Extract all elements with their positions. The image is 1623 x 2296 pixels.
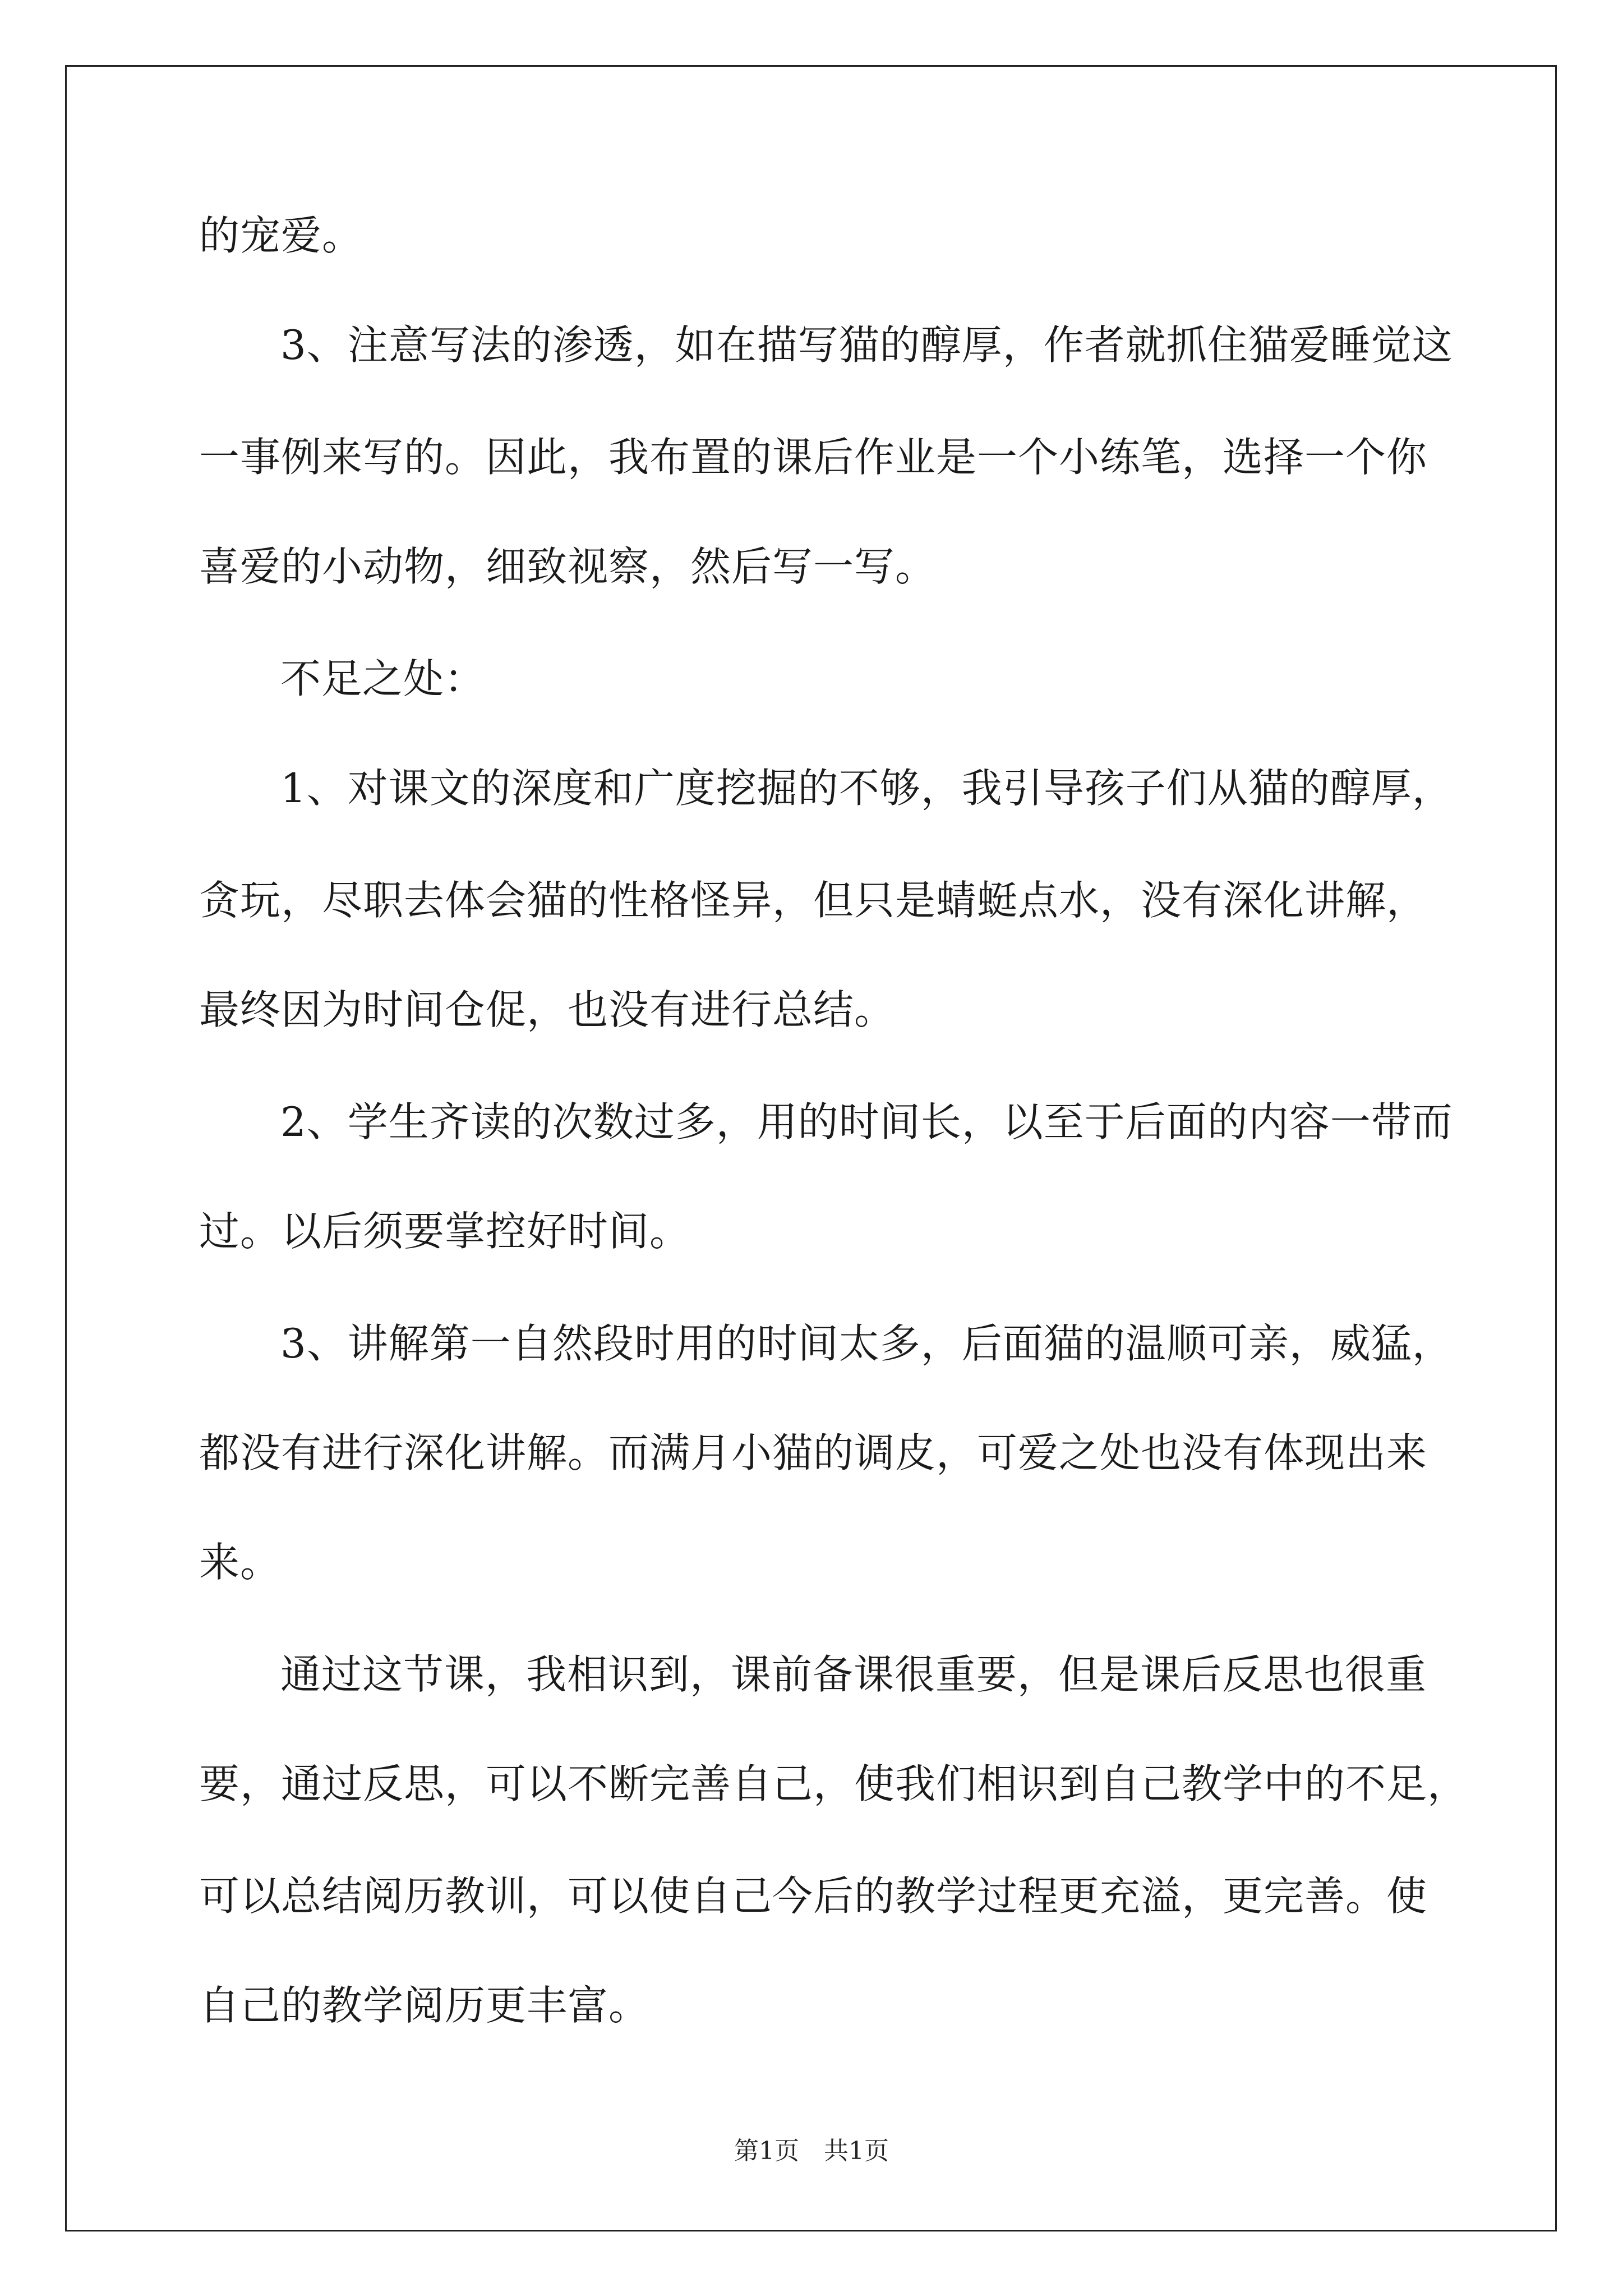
text-line: 都没有进行深化讲解。而满月小猫的调皮，可爱之处也没有体现出来 (199, 1429, 1428, 1476)
text-line: 要，通过反思，可以不断完善自己，使我们相识到自己教学中的不足， (199, 1760, 1469, 1807)
text-line: 的宠爱。 (199, 212, 363, 259)
text-line: 可以总结阅历教训，可以使自己今后的教学过程更充溢，更完善。使 (199, 1872, 1428, 1920)
text-line: 不足之处： (280, 655, 486, 702)
text-line: 来。 (199, 1539, 282, 1586)
text-line: 3、讲解第一自然段时用的时间太多，后面猫的温顺可亲，威猛， (280, 1320, 1453, 1367)
text-line: 过。以后须要掌控好时间。 (199, 1208, 691, 1255)
text-line: 2、学生齐读的次数过多，用的时间长，以至于后面的内容一带而 (280, 1098, 1453, 1145)
text-line: 自己的教学阅历更丰富。 (199, 1982, 650, 2029)
page-footer: 第1页 共1页 (734, 2137, 889, 2165)
text-line: 通过这节课，我相识到，课前备课很重要，但是课后反思也很重 (280, 1651, 1427, 1698)
text-line: 1、对课文的深度和广度挖掘的不够，我引导孩子们从猫的醇厚， (280, 765, 1453, 812)
text-line: 喜爱的小动物，细致视察，然后写一写。 (199, 543, 937, 590)
text-line: 最终因为时间仓促，也没有进行总结。 (199, 986, 896, 1033)
text-line: 贪玩，尽职去体会猫的性格怪异，但只是蜻蜓点水，没有深化讲解， (199, 877, 1428, 924)
text-line: 一事例来写的。因此，我布置的课后作业是一个小练笔，选择一个你 (199, 434, 1428, 481)
text-line: 3、注意写法的渗透，如在描写猫的醇厚，作者就抓住猫爱睡觉这 (280, 321, 1453, 369)
